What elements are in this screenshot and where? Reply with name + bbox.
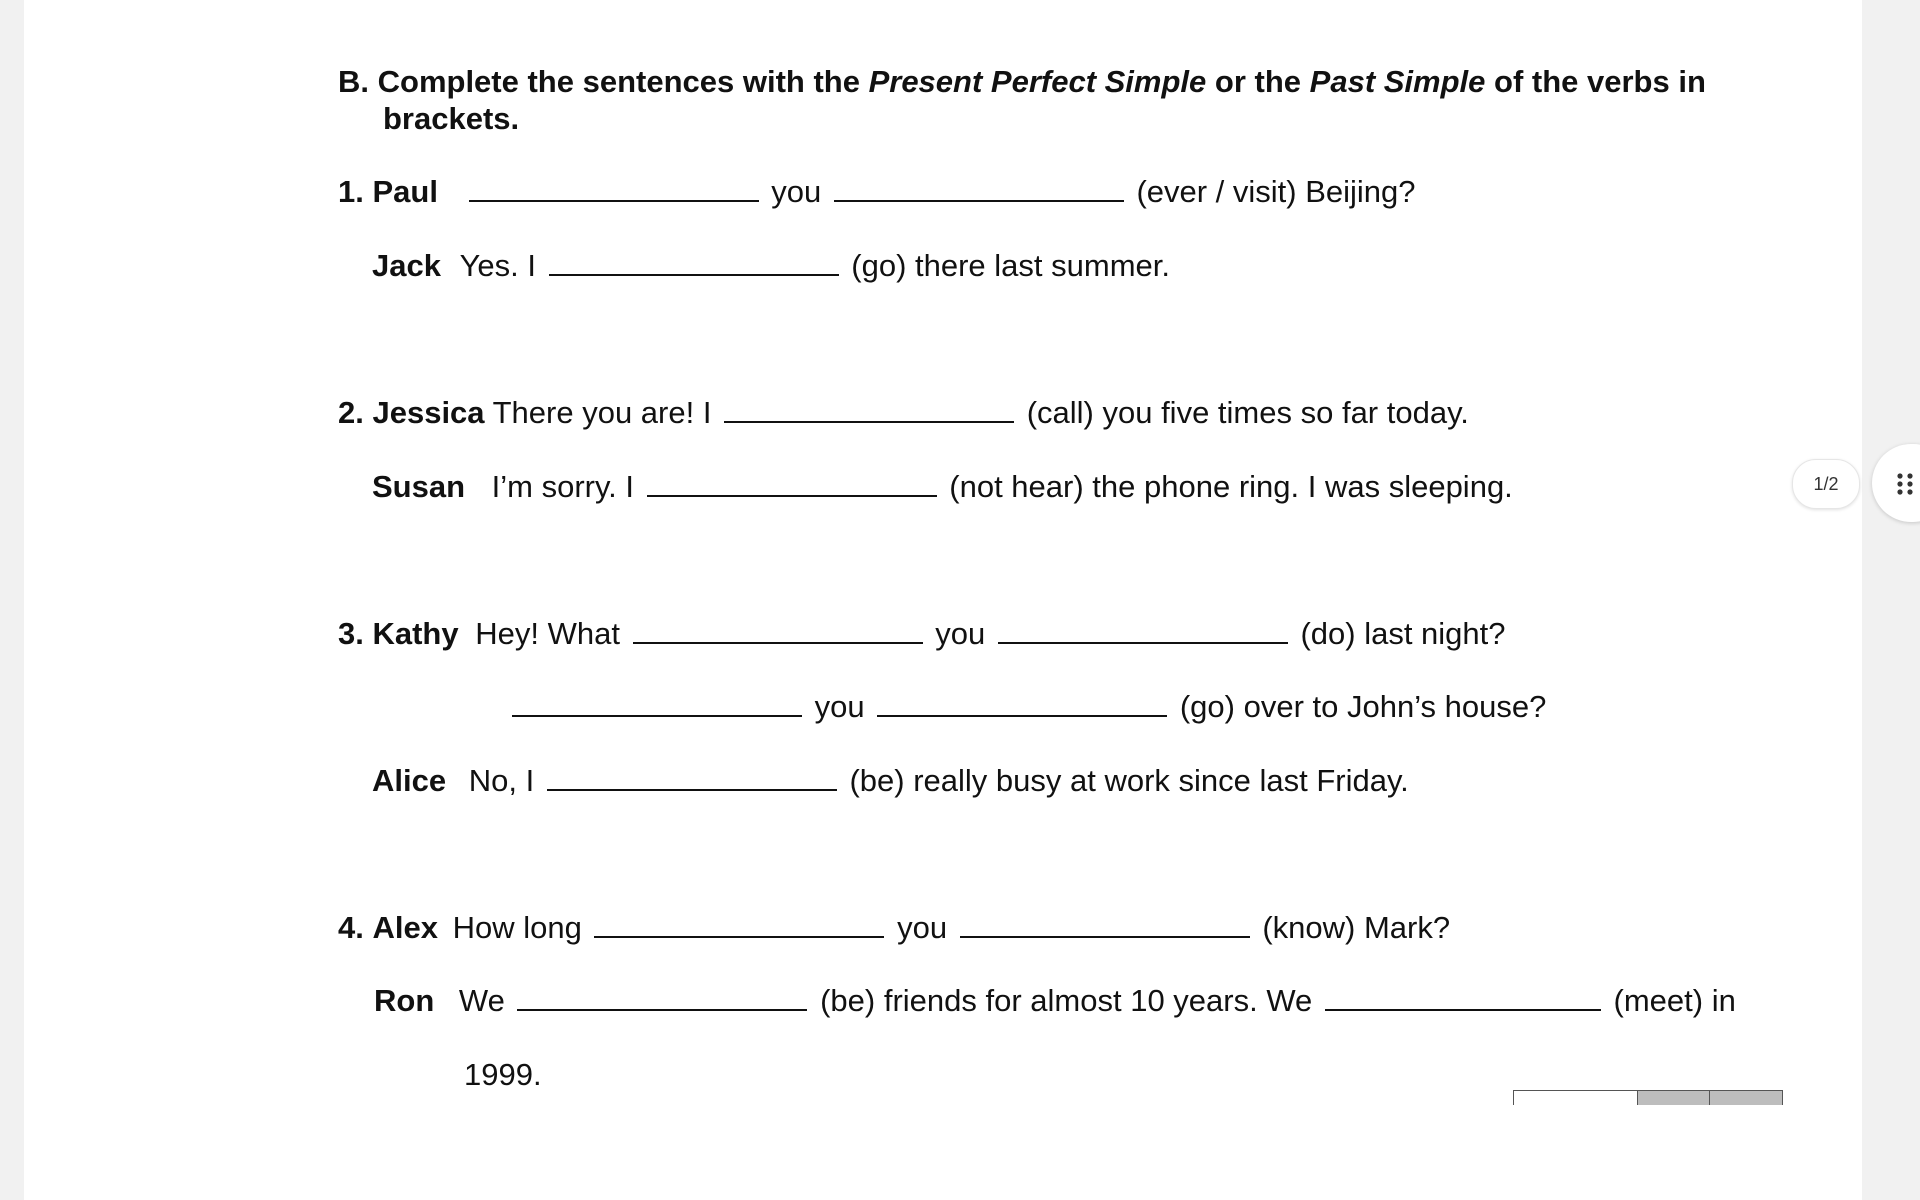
speaker-name: Alice: [372, 763, 447, 798]
question-2-reply: [372, 469, 1513, 505]
heading-tense-1: Present Perfect Simple: [868, 64, 1207, 99]
question-number: 2.: [338, 395, 364, 430]
question-3-line-2: [508, 689, 1546, 725]
answer-blank[interactable]: [517, 985, 807, 1011]
question-4-reply: [374, 983, 1736, 1019]
exercise-heading: [338, 64, 1706, 100]
answer-blank[interactable]: [547, 765, 837, 791]
sentence-text: There you are! I: [492, 395, 712, 430]
answer-blank[interactable]: [998, 618, 1288, 644]
answer-blank[interactable]: [1325, 985, 1601, 1011]
answer-blank[interactable]: [834, 176, 1124, 202]
exercise-heading-line2: brackets.: [383, 101, 520, 136]
heading-tense-2: Past Simple: [1309, 64, 1486, 99]
drag-handle-icon: [1896, 472, 1916, 496]
answer-blank[interactable]: [960, 912, 1250, 938]
question-2-line: [338, 395, 1469, 431]
sentence-text: you: [897, 910, 948, 945]
answer-blank[interactable]: [647, 471, 937, 497]
table-cell: [1710, 1091, 1782, 1105]
sentence-text: (not hear) the phone ring. I was sleeping.: [949, 469, 1513, 504]
speaker-name: Kathy: [372, 616, 459, 651]
heading-text-3: of the verbs in: [1494, 64, 1706, 99]
sentence-text: you: [935, 616, 986, 651]
speaker-name: Paul: [372, 174, 438, 209]
sentence-text: No, I: [468, 763, 535, 798]
sentence-text: We: [458, 983, 505, 1018]
sentence-text: (know) Mark?: [1262, 910, 1451, 945]
question-3-reply: [372, 763, 1409, 799]
question-4-line: [338, 910, 1450, 946]
document-page: [24, 0, 1862, 1200]
question-number: 3.: [338, 616, 364, 651]
sentence-text: I’m sorry. I: [491, 469, 635, 504]
speaker-name: Ron: [374, 983, 435, 1018]
speaker-name: Susan: [372, 469, 466, 504]
sentence-text: (ever / visit) Beijing?: [1136, 174, 1416, 209]
table-cell: [1514, 1091, 1638, 1105]
score-table-partial: [1513, 1090, 1783, 1105]
sentence-text: (be) friends for almost 10 years. We: [820, 983, 1313, 1018]
sentence-text: (go) there last summer.: [851, 248, 1170, 283]
sentence-text: Yes. I: [459, 248, 537, 283]
sentence-text: How long: [452, 910, 582, 945]
answer-blank[interactable]: [469, 176, 759, 202]
heading-text-2: or the: [1214, 64, 1302, 99]
sentence-text: (go) over to John’s house?: [1179, 689, 1547, 724]
question-3-line: [338, 616, 1506, 652]
sentence-text: Hey! What: [475, 616, 620, 651]
answer-blank[interactable]: [633, 618, 923, 644]
speaker-name: Jack: [372, 248, 441, 283]
answer-blank[interactable]: [549, 250, 839, 276]
sentence-text: (call) you five times so far today.: [1026, 395, 1469, 430]
worksheet-content: [24, 0, 1862, 1120]
heading-text-1: Complete the sentences with the: [377, 64, 860, 99]
sentence-text: (be) really busy at work since last Friday.: [849, 763, 1409, 798]
drag-handle-button[interactable]: [1872, 444, 1920, 522]
sentence-text: you: [771, 174, 822, 209]
sentence-text: you: [814, 689, 865, 724]
answer-blank[interactable]: [594, 912, 884, 938]
question-1-reply: [372, 248, 1170, 284]
table-cell: [1638, 1091, 1710, 1105]
question-number: 1.: [338, 174, 364, 209]
answer-blank[interactable]: [877, 691, 1167, 717]
sentence-text: (meet) in: [1613, 983, 1736, 1018]
answer-blank[interactable]: [724, 397, 1014, 423]
answer-blank[interactable]: [512, 691, 802, 717]
page-indicator: 1/2: [1792, 459, 1860, 509]
exercise-letter: B.: [338, 64, 369, 99]
speaker-name: Alex: [372, 910, 438, 945]
speaker-name: Jessica: [372, 395, 485, 430]
sentence-text: (do) last night?: [1300, 616, 1506, 651]
question-1-line: [338, 174, 1416, 210]
question-number: 4.: [338, 910, 364, 945]
question-4-reply-line-2: 1999.: [464, 1057, 542, 1092]
